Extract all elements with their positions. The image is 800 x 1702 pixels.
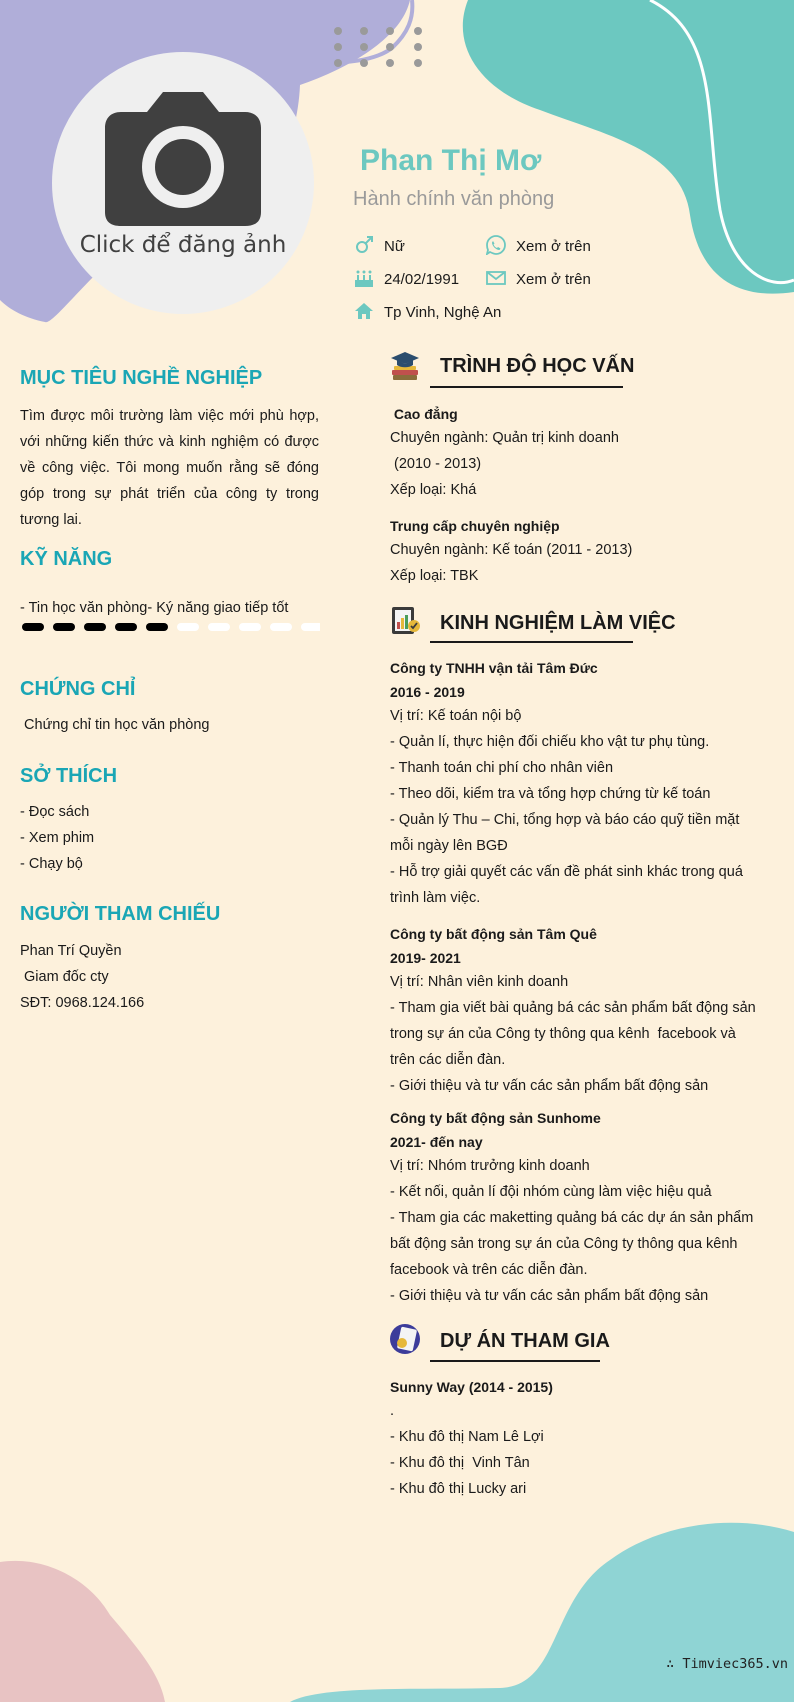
email-icon <box>486 268 506 288</box>
camera-icon <box>105 90 261 226</box>
job-line: trên các diễn đàn. <box>390 1052 506 1068</box>
skill-dot-empty <box>239 623 261 631</box>
company-name: Công ty bất động sản Tâm Quê <box>390 926 597 942</box>
clipboard-chart-icon <box>389 604 421 636</box>
reference-line: Giam đốc cty <box>20 969 109 985</box>
project-line: - Khu đô thị Vinh Tân <box>390 1455 530 1471</box>
skill-dot-empty <box>301 623 320 631</box>
job-line: - Theo dõi, kiểm tra và tổng hợp chứng từ kế toán <box>390 786 711 802</box>
job-line: - Giới thiệu và tư vấn các sản phẩm bất động sản <box>390 1078 709 1094</box>
hobby-item: - Đọc sách <box>20 804 90 820</box>
skill-dot-filled <box>115 623 137 631</box>
job-line: facebook và trên các diễn đàn. <box>390 1262 588 1278</box>
education-degree: Trung cấp chuyên nghiệp <box>390 518 560 534</box>
certificates-heading: CHỨNG CHỈ <box>20 678 136 700</box>
skills-heading: KỸ NĂNG <box>20 548 113 570</box>
hobbies-heading: SỞ THÍCH <box>20 765 118 787</box>
objective-text: Tìm được môi trường làm việc mới phù hợp, với những kiến thức và kinh nghiệm có được về công việc. Tôi mong muốn rằng sẽ đóng góp trong sự phát triển của công ty trong tương lai. <box>20 408 319 528</box>
job-period: 2021- đến nay <box>390 1134 483 1150</box>
education-line: Chuyên ngành: Quản trị kinh doanh <box>390 430 619 446</box>
reference-line: SĐT: 0968.124.166 <box>20 995 145 1011</box>
skill-dot-filled <box>53 623 75 631</box>
job-line: - Kết nối, quản lí đội nhóm cùng làm việc hiệu quả <box>390 1184 712 1200</box>
project-icon <box>389 1323 421 1355</box>
education-line: Xếp loại: TBK <box>390 568 479 584</box>
job-line: - Quản lý Thu – Chi, tổng hợp và báo cáo quỹ tiền mặt <box>390 812 740 828</box>
education-heading: TRÌNH ĐỘ HỌC VẤN <box>440 355 635 377</box>
pink-blob <box>0 1561 165 1702</box>
company-name: Công ty TNHH vận tải Tâm Đức <box>390 660 598 676</box>
gender-value: Nữ <box>384 238 405 255</box>
references-heading: NGƯỜI THAM CHIẾU <box>20 903 221 925</box>
birthday-cake-icon <box>354 268 374 288</box>
gender-icon <box>354 235 374 255</box>
project-line: - Khu đô thị Lucky ari <box>390 1481 527 1497</box>
project-line: - Khu đô thị Nam Lê Lợi <box>390 1429 544 1445</box>
education-line: (2010 - 2013) <box>390 456 482 472</box>
skill-dot-empty <box>177 623 199 631</box>
job-line: - Tham gia các maketting quảng bá các dự án sản phẩm <box>390 1210 754 1226</box>
skill-level-bar <box>20 621 320 633</box>
project-line: . <box>390 1403 395 1419</box>
email-value: Xem ở trên <box>516 271 591 288</box>
skills-text: - Tin học văn phòng- Ký năng giao tiếp tốt <box>20 600 289 616</box>
job-line: bất động sản trong sự án của Công ty thông qua kênh <box>390 1236 738 1252</box>
job-line: Vị trí: Nhân viên kinh doanh <box>390 974 569 990</box>
project-name: Sunny Way (2014 - 2015) <box>390 1379 553 1395</box>
job-period: 2016 - 2019 <box>390 684 465 700</box>
job-line: - Giới thiệu và tư vấn các sản phẩm bất động sản <box>390 1288 709 1304</box>
hobby-item: - Xem phim <box>20 830 95 846</box>
job-line: - Hỗ trợ giải quyết các vấn đề phát sinh khác trong quá <box>390 864 743 880</box>
skill-dot-empty <box>208 623 230 631</box>
job-line: Vị trí: Nhóm trưởng kinh doanh <box>390 1158 590 1174</box>
objective-heading: MỤC TIÊU NGHỀ NGHIỆP <box>20 367 263 389</box>
skill-dot-filled <box>84 623 106 631</box>
company-name: Công ty bất động sản Sunhome <box>390 1110 601 1126</box>
certificate-item: Chứng chỉ tin học văn phòng <box>20 717 210 733</box>
birthday-value: 24/02/1991 <box>384 271 460 288</box>
phone-icon <box>486 235 506 255</box>
phone-value: Xem ở trên <box>516 238 591 255</box>
education-degree: Cao đẳng <box>390 406 458 422</box>
job-line: mỗi ngày lên BGĐ <box>390 838 508 854</box>
job-line: trình làm việc. <box>390 890 481 906</box>
projects-heading-underline <box>430 1360 600 1362</box>
job-line: Vị trí: Kế toán nội bộ <box>390 708 522 724</box>
experience-heading: KINH NGHIỆM LÀM VIỆC <box>440 612 676 634</box>
skill-dot-filled <box>146 623 168 631</box>
avatar-label: Click để đăng ảnh <box>79 232 287 258</box>
job-period: 2019- 2021 <box>390 950 461 966</box>
candidate-name: Phan Thị Mơ <box>360 144 542 177</box>
footer-brand: ∴ Timviec365.vn <box>666 1656 788 1672</box>
candidate-title: Hành chính văn phòng <box>353 188 555 210</box>
experience-heading-underline <box>430 641 633 643</box>
education-line: Chuyên ngành: Kế toán (2011 - 2013) <box>390 542 633 558</box>
job-line: - Tham gia viết bài quảng bá các sản phẩm bất động sản <box>390 1000 756 1016</box>
avatar-upload[interactable] <box>52 52 314 314</box>
address-value: Tp Vinh, Nghệ An <box>384 304 502 321</box>
education-line: Xếp loại: Khá <box>390 482 477 498</box>
job-line: trong sự án của Công ty thông qua kênh facebook và <box>390 1026 736 1042</box>
job-line: - Thanh toán chi phí cho nhân viên <box>390 760 614 776</box>
hobby-item: - Chạy bộ <box>20 856 83 872</box>
reference-line: Phan Trí Quyền <box>20 943 122 959</box>
graduation-books-icon <box>389 350 421 382</box>
skill-dot-filled <box>22 623 44 631</box>
job-line: - Quản lí, thực hiện đối chiếu kho vật tư phụ tùng. <box>390 734 710 750</box>
home-icon <box>354 301 374 321</box>
teal-bottom-blob <box>290 1523 794 1702</box>
skill-dot-empty <box>270 623 292 631</box>
projects-heading: DỰ ÁN THAM GIA <box>440 1330 610 1352</box>
education-heading-underline <box>430 386 623 388</box>
